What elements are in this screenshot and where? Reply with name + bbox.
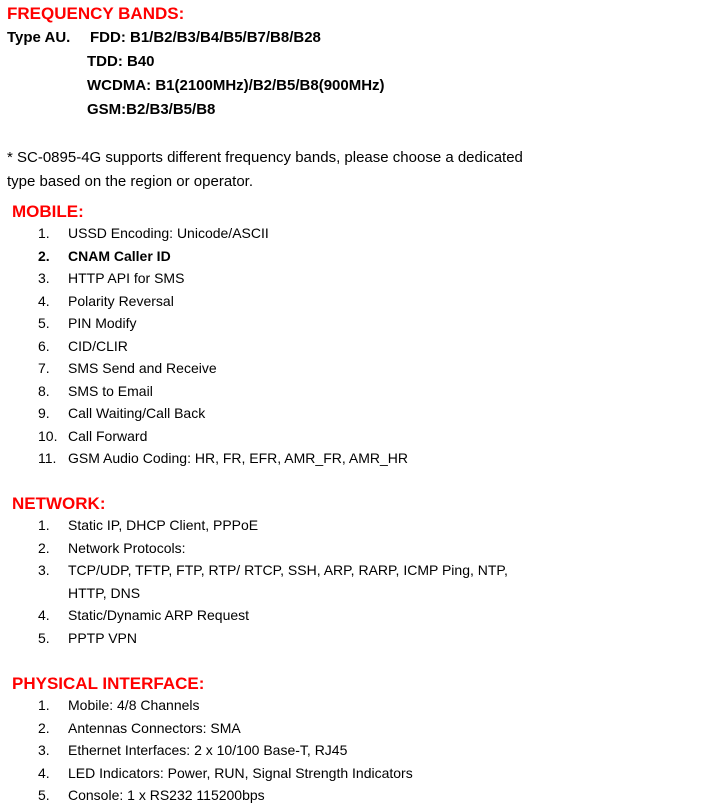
list-item-text: PIN Modify bbox=[68, 315, 137, 331]
list-item-number: 1. bbox=[38, 697, 50, 713]
list-item-text: Static/Dynamic ARP Request bbox=[68, 607, 250, 623]
list-item-text: Call Waiting/Call Back bbox=[68, 405, 206, 421]
physical-interface-heading: PHYSICAL INTERFACE: bbox=[12, 674, 205, 693]
frequency-note-line-1: * SC-0895-4G supports different frequency bands, please choose a dedicated bbox=[7, 149, 523, 166]
list-item-number: 3. bbox=[38, 742, 50, 758]
frequency-bands-heading: FREQUENCY BANDS: bbox=[7, 4, 185, 23]
list-item-number: 2. bbox=[38, 247, 50, 264]
list-item-number: 3. bbox=[38, 270, 50, 286]
list-item-number: 10. bbox=[38, 427, 58, 444]
mobile-heading: MOBILE: bbox=[12, 202, 84, 221]
list-item-number: 4. bbox=[38, 292, 50, 309]
list-item-text: Antennas Connectors: SMA bbox=[68, 719, 241, 736]
list-item-number: 9. bbox=[38, 405, 50, 421]
list-item-text: Console: 1 x RS232 115200bps bbox=[68, 787, 265, 803]
type-label: Type AU. bbox=[7, 29, 71, 46]
list-item-number: 6. bbox=[38, 337, 50, 354]
list-item-text: Network Protocols: bbox=[68, 539, 186, 556]
list-item-number: 1. bbox=[38, 517, 50, 533]
list-item-text: SMS Send and Receive bbox=[68, 360, 217, 376]
list-item-text: Ethernet Interfaces: 2 x 10/100 Base-T, RJ45 bbox=[68, 742, 348, 758]
gsm-bands: GSM:B2/B3/B5/B8 bbox=[87, 101, 216, 118]
frequency-note-line-2: type based on the region or operator. bbox=[7, 173, 254, 190]
list-item-text: HTTP API for SMS bbox=[68, 270, 185, 286]
list-item-number: 5. bbox=[38, 315, 50, 331]
list-item-number: 2. bbox=[38, 539, 50, 556]
list-item-text: CID/CLIR bbox=[68, 337, 128, 354]
list-item-number: 3. bbox=[38, 562, 50, 578]
list-item-number: 1. bbox=[38, 225, 50, 241]
list-item-text: PPTP VPN bbox=[68, 629, 137, 646]
list-item-text: Static IP, DHCP Client, PPPoE bbox=[68, 517, 259, 533]
wcdma-bands: WCDMA: B1(2100MHz)/B2/B5/B8(900MHz) bbox=[87, 77, 385, 94]
list-item-number: 5. bbox=[38, 629, 50, 646]
list-item-number: 4. bbox=[38, 607, 50, 623]
list-item-number: 5. bbox=[38, 787, 50, 803]
list-item-text: Polarity Reversal bbox=[68, 292, 174, 309]
list-item-number: 8. bbox=[38, 382, 50, 399]
list-item-text: USSD Encoding: Unicode/ASCII bbox=[68, 225, 269, 241]
network-heading: NETWORK: bbox=[12, 494, 106, 513]
list-item-text: Call Forward bbox=[68, 427, 148, 444]
list-item-text: CNAM Caller ID bbox=[68, 247, 171, 264]
list-item-text: TCP/UDP, TFTP, FTP, RTP/ RTCP, SSH, ARP, RARP, ICMP Ping, NTP, HTTP, DNS bbox=[68, 562, 508, 601]
list-item-text: Mobile: 4/8 Channels bbox=[68, 697, 200, 713]
list-item-number: 2. bbox=[38, 719, 50, 736]
tdd-bands: TDD: B40 bbox=[87, 53, 155, 70]
list-item-number: 11. bbox=[38, 450, 57, 466]
list-item-text: LED Indicators: Power, RUN, Signal Strength Indicators bbox=[68, 764, 413, 781]
list-item-number: 7. bbox=[38, 360, 50, 376]
fdd-bands: FDD: B1/B2/B3/B4/B5/B7/B8/B28 bbox=[90, 29, 321, 46]
list-item-number: 4. bbox=[38, 764, 50, 781]
list-item-text: GSM Audio Coding: HR, FR, EFR, AMR_FR, AMR_HR bbox=[68, 450, 408, 466]
list-item-text: SMS to Email bbox=[68, 382, 153, 399]
